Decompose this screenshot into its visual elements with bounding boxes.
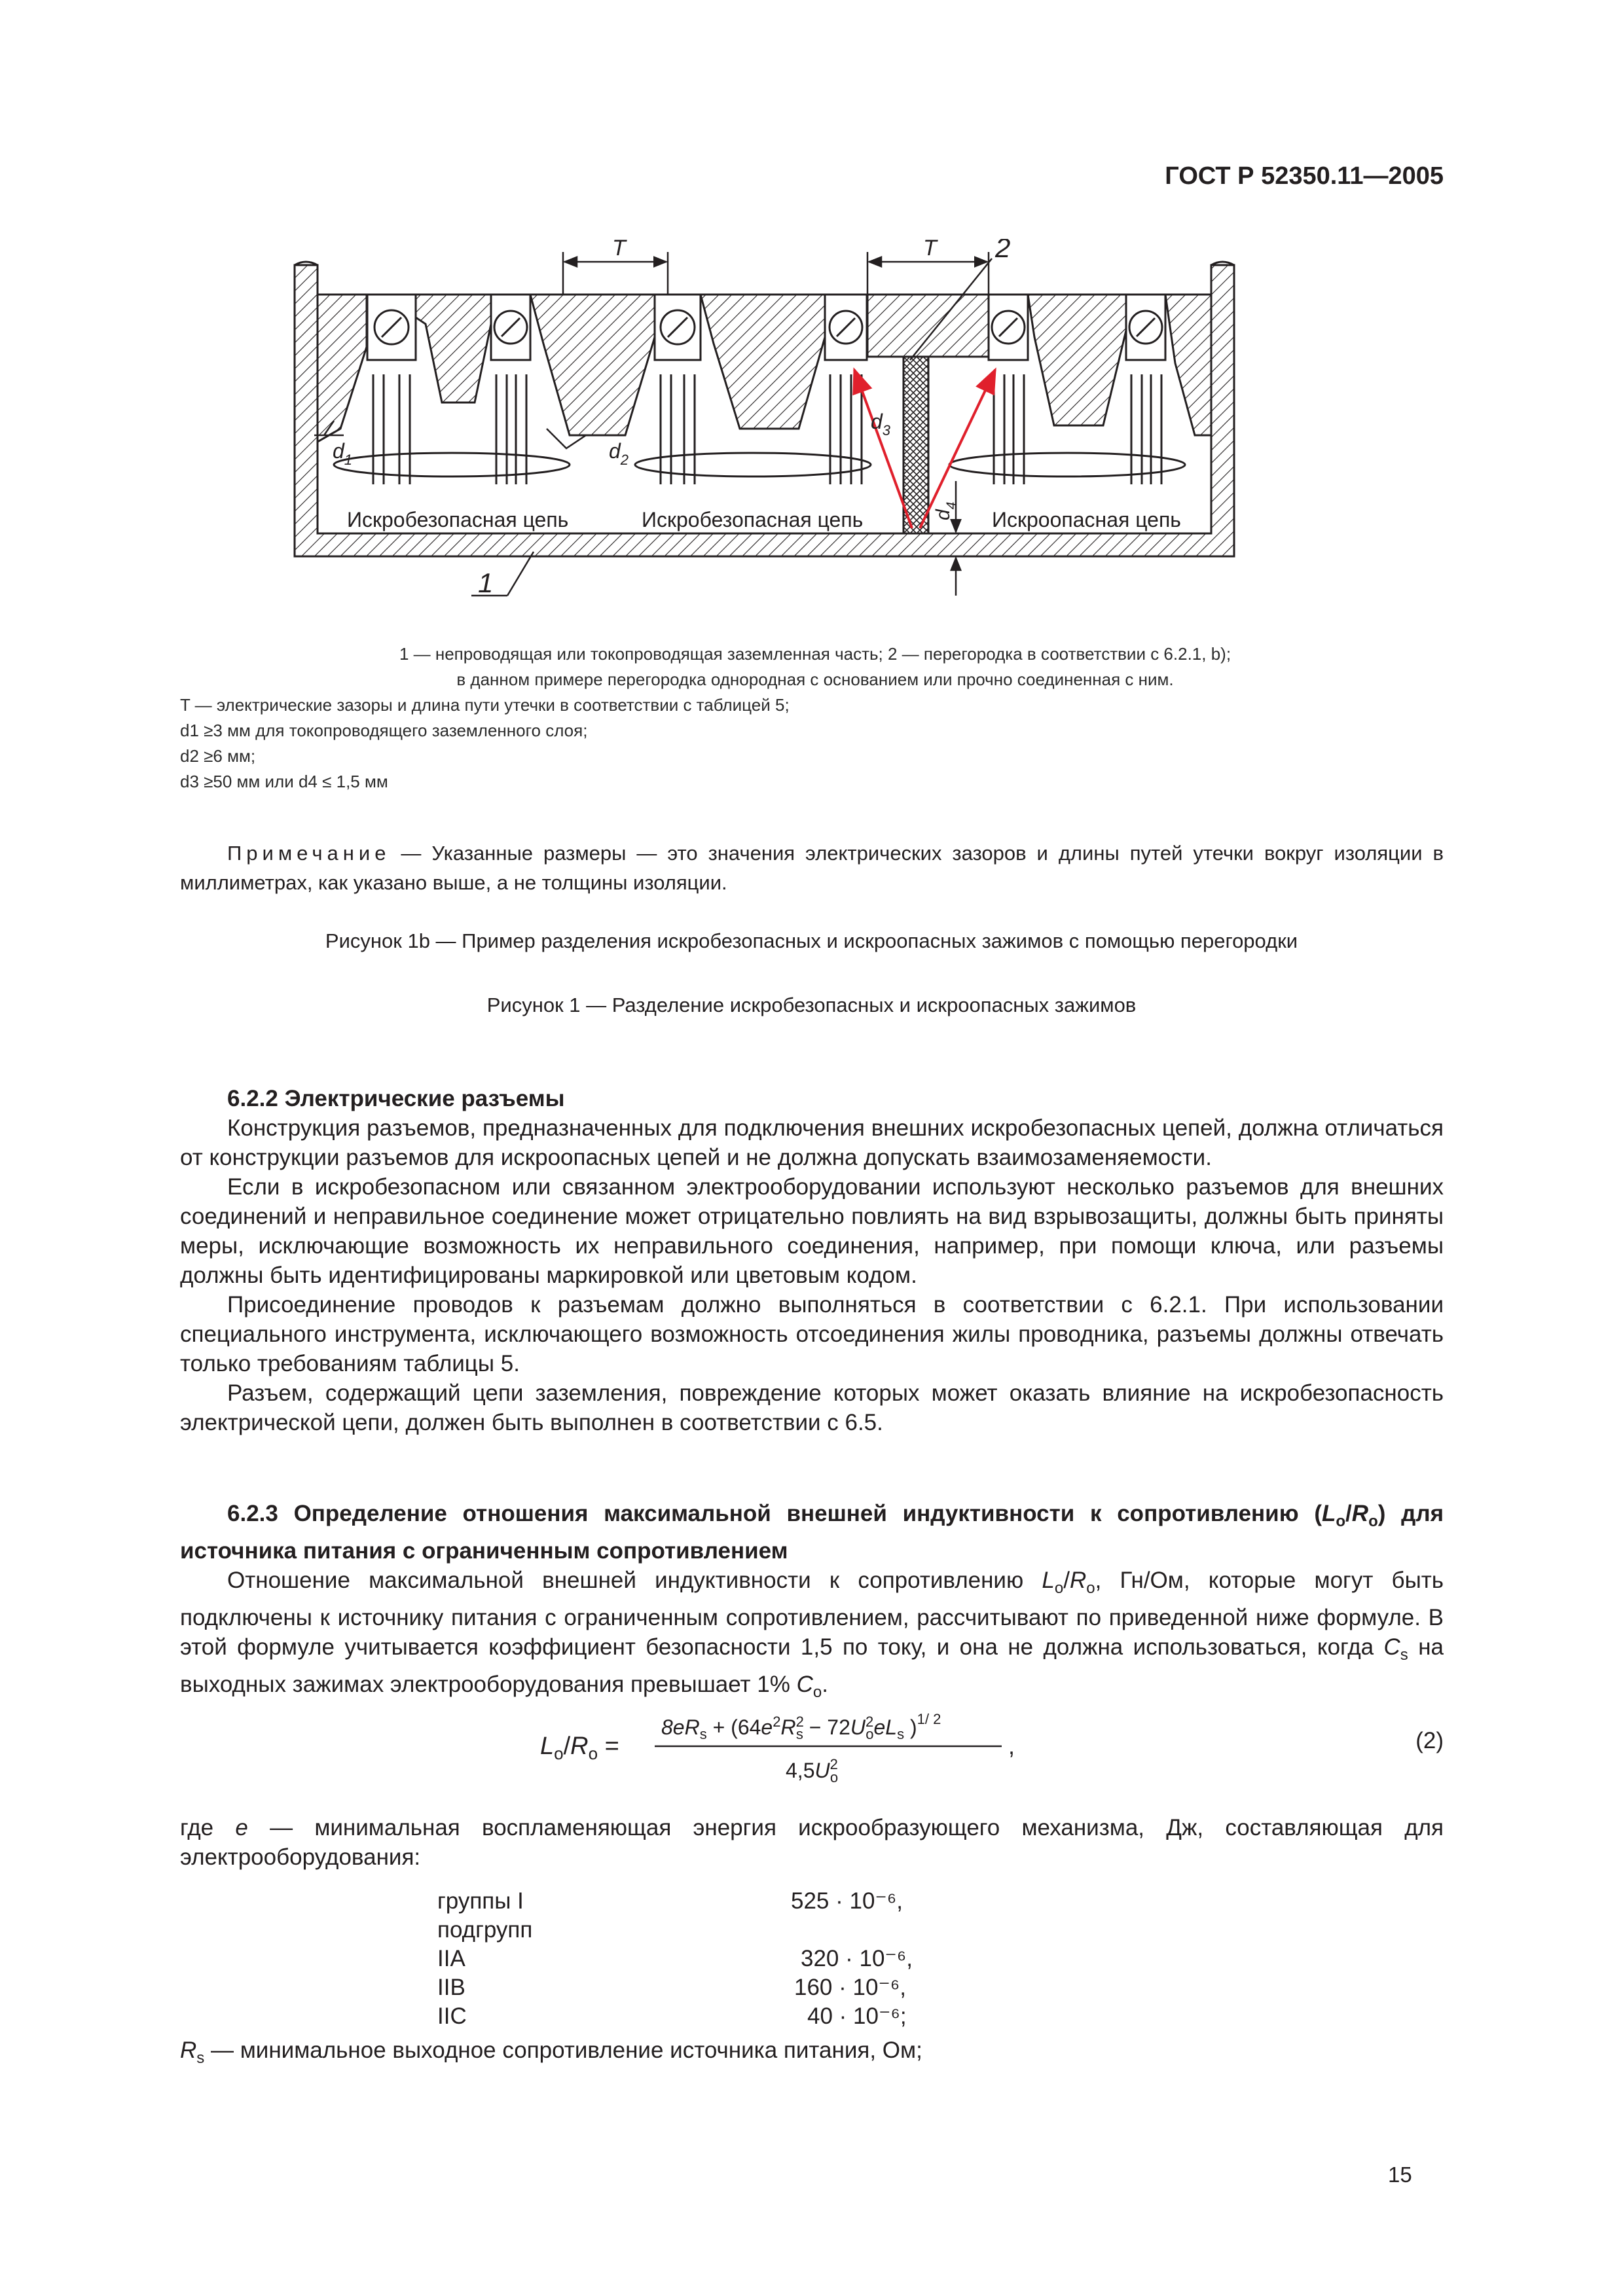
formula-2 — [180, 1700, 1444, 1792]
terminal-separation-figure — [282, 239, 1395, 605]
group-value: 160 · 10⁻⁶, — [794, 1975, 907, 2000]
caption-figure-1b: Рисунок 1b — Пример разделения искробезопасных и искроопасных зажимов с помощью перегородки — [325, 929, 1298, 952]
svg-text:8eRs + (64e2R2s − 72U2oeLs )1/: $8eR_s + (64e^2R^2$ $s - 72U^2$ oeL$_s$ )$^{1/ 2}$ — [661, 1711, 941, 1742]
note-prefix: Примечание — [227, 842, 391, 865]
marker-1: 1 — [478, 567, 494, 598]
group-value: 320 · 10⁻⁶, — [801, 1946, 913, 1971]
group-name: IIB — [437, 1975, 465, 2000]
label-d3: $d_3$ — [871, 410, 891, 439]
legend-line-4: d1 ≥3 мм для токопроводящего заземленного слоя; — [180, 721, 588, 740]
rs-line: $R_s$ — минимальное выходное сопротивление источника питания, Ом; — [180, 2037, 922, 2067]
label-circuit-1: Искробезопасная цепь — [347, 508, 569, 531]
formula-expression — [180, 1700, 1444, 1792]
terminal-strip — [318, 295, 1211, 442]
group-value: 40 · 10⁻⁶; — [807, 2003, 907, 2029]
label-circuit-2: Искробезопасная цепь — [642, 508, 864, 531]
label-circuit-3: Искроопасная цепь — [992, 508, 1181, 531]
svg-text:,: , — [1008, 1732, 1015, 1759]
label-d4: $d_4$ — [932, 501, 959, 520]
legend-line-3: T — электрические зазоры и длина пути утечки в соответствии с таблицей 5; — [180, 695, 790, 715]
where-e: где e — минимальная воспламеняющая энергия искрообразующего механизма, Дж, составляющая для электрооборудования: — [180, 1815, 1444, 1870]
label-T-1: T — [612, 239, 626, 260]
group-name: подгрупп — [437, 1917, 533, 1943]
section-6-2-2 — [180, 1084, 1444, 1437]
caption-figure-1: Рисунок 1 — Разделение искробезопасных и искроопасных зажимов — [486, 994, 1137, 1016]
paragraph-6-2-2-4: Разъем, содержащий цепи заземления, повреждение которых может оказать влияние на искробезопасность электрической цепи, должен быть выполнен в соответствии с 6.5. — [180, 1380, 1444, 1435]
page-number: 15 — [1388, 2162, 1412, 2187]
label-d2: $d_2$ — [609, 439, 629, 468]
formula-number: (2) — [1415, 1728, 1444, 1753]
label-T-2: T — [923, 239, 937, 260]
leader-1 — [507, 552, 534, 596]
heading-6-2-2: 6.2.2 Электрические разъемы — [227, 1086, 565, 1111]
svg-text:4,5U2o: $4,5U^2$ o — [786, 1756, 839, 1785]
group-name: IIC — [437, 2003, 467, 2029]
legend-line-2: в данном примере перегородка однородная с основанием или прочно соединенная с ним. — [456, 670, 1174, 689]
partition — [903, 357, 928, 533]
cable-loops — [334, 453, 1185, 476]
group-name: IIA — [437, 1946, 465, 1971]
rs-definition — [180, 2036, 1444, 2073]
legend-line-6: d3 ≥50 мм или d4 ≤ 1,5 мм — [180, 772, 388, 791]
legend-line-1: 1 — непроводящая или токопроводящая заземленная часть; 2 — перегородка в соответствии с 6.2.1, b); — [399, 644, 1231, 664]
legend-line-5: d2 ≥6 мм; — [180, 746, 256, 766]
where-paragraph — [180, 1813, 1444, 1872]
heading-6-2-3: 6.2.3 Определение отношения максимальной внешней индуктивности к сопротивлению $(L_o/R_o)$ для источника питания с ограниченным сопротивлением — [180, 1501, 1444, 1564]
page-header-standard: ГОСТ Р 52350.11—2005 — [1165, 162, 1444, 190]
svg-text:Lo/Ro =: $L_o/R_o$ = — [540, 1732, 619, 1763]
group-name: группы I — [437, 1888, 524, 1914]
figure-note — [180, 838, 1444, 897]
group-value: 525 · 10⁻⁶, — [791, 1888, 903, 1914]
marker-2: 2 — [995, 239, 1011, 263]
paragraph-6-2-3-1: Отношение максимальной внешней индуктивности к сопротивлению $L_o/R_o$, Гн/Ом, которые могут быть подключены к источнику питания с ограниченным сопротивлением, рассчитывают по приведенной ниже формуле. В этой формуле учитывается коэффициент безопасности 1,5 по току, и она не должна использоваться, когда $C_s$ на выходных зажимах электрооборудования превышает 1% $C_o$. — [180, 1568, 1444, 1701]
label-d1: $d_1$ — [333, 439, 353, 468]
section-6-2-3 — [180, 1499, 1444, 1707]
note-text: — Указанные размеры — это значения электрических зазоров и длины путей утечки вокруг изоляции в миллиметрах, как указано выше, а не толщины изоляции. — [180, 842, 1444, 894]
figure-legend — [180, 641, 1450, 795]
paragraph-6-2-2-3: Присоединение проводов к разъемам должно выполняться в соответствии с 6.2.1. При использовании специального инструмента, исключающего возможность отсоединения жилы проводника, разъемы должны отвечать только требованиям таблицы 5. — [180, 1292, 1444, 1376]
paragraph-6-2-2-1: Конструкция разъемов, предназначенных для подключения внешних искробезопасных цепей, должна отличаться от конструкции разъемов для искроопасных цепей и не должна допускать взаимозаменяемости. — [180, 1115, 1444, 1170]
paragraph-6-2-2-2: Если в искробезопасном или связанном электрооборудовании используют несколько разъемов для внешних соединений и неправильное соединение может отрицательно повлиять на вид взрывозащиты, должны быть приняты меры, исключающие возможность их неправильного соединения, например, при помощи ключа, или разъемы должны быть идентифицированы маркировкой или цветовым кодом. — [180, 1174, 1444, 1288]
